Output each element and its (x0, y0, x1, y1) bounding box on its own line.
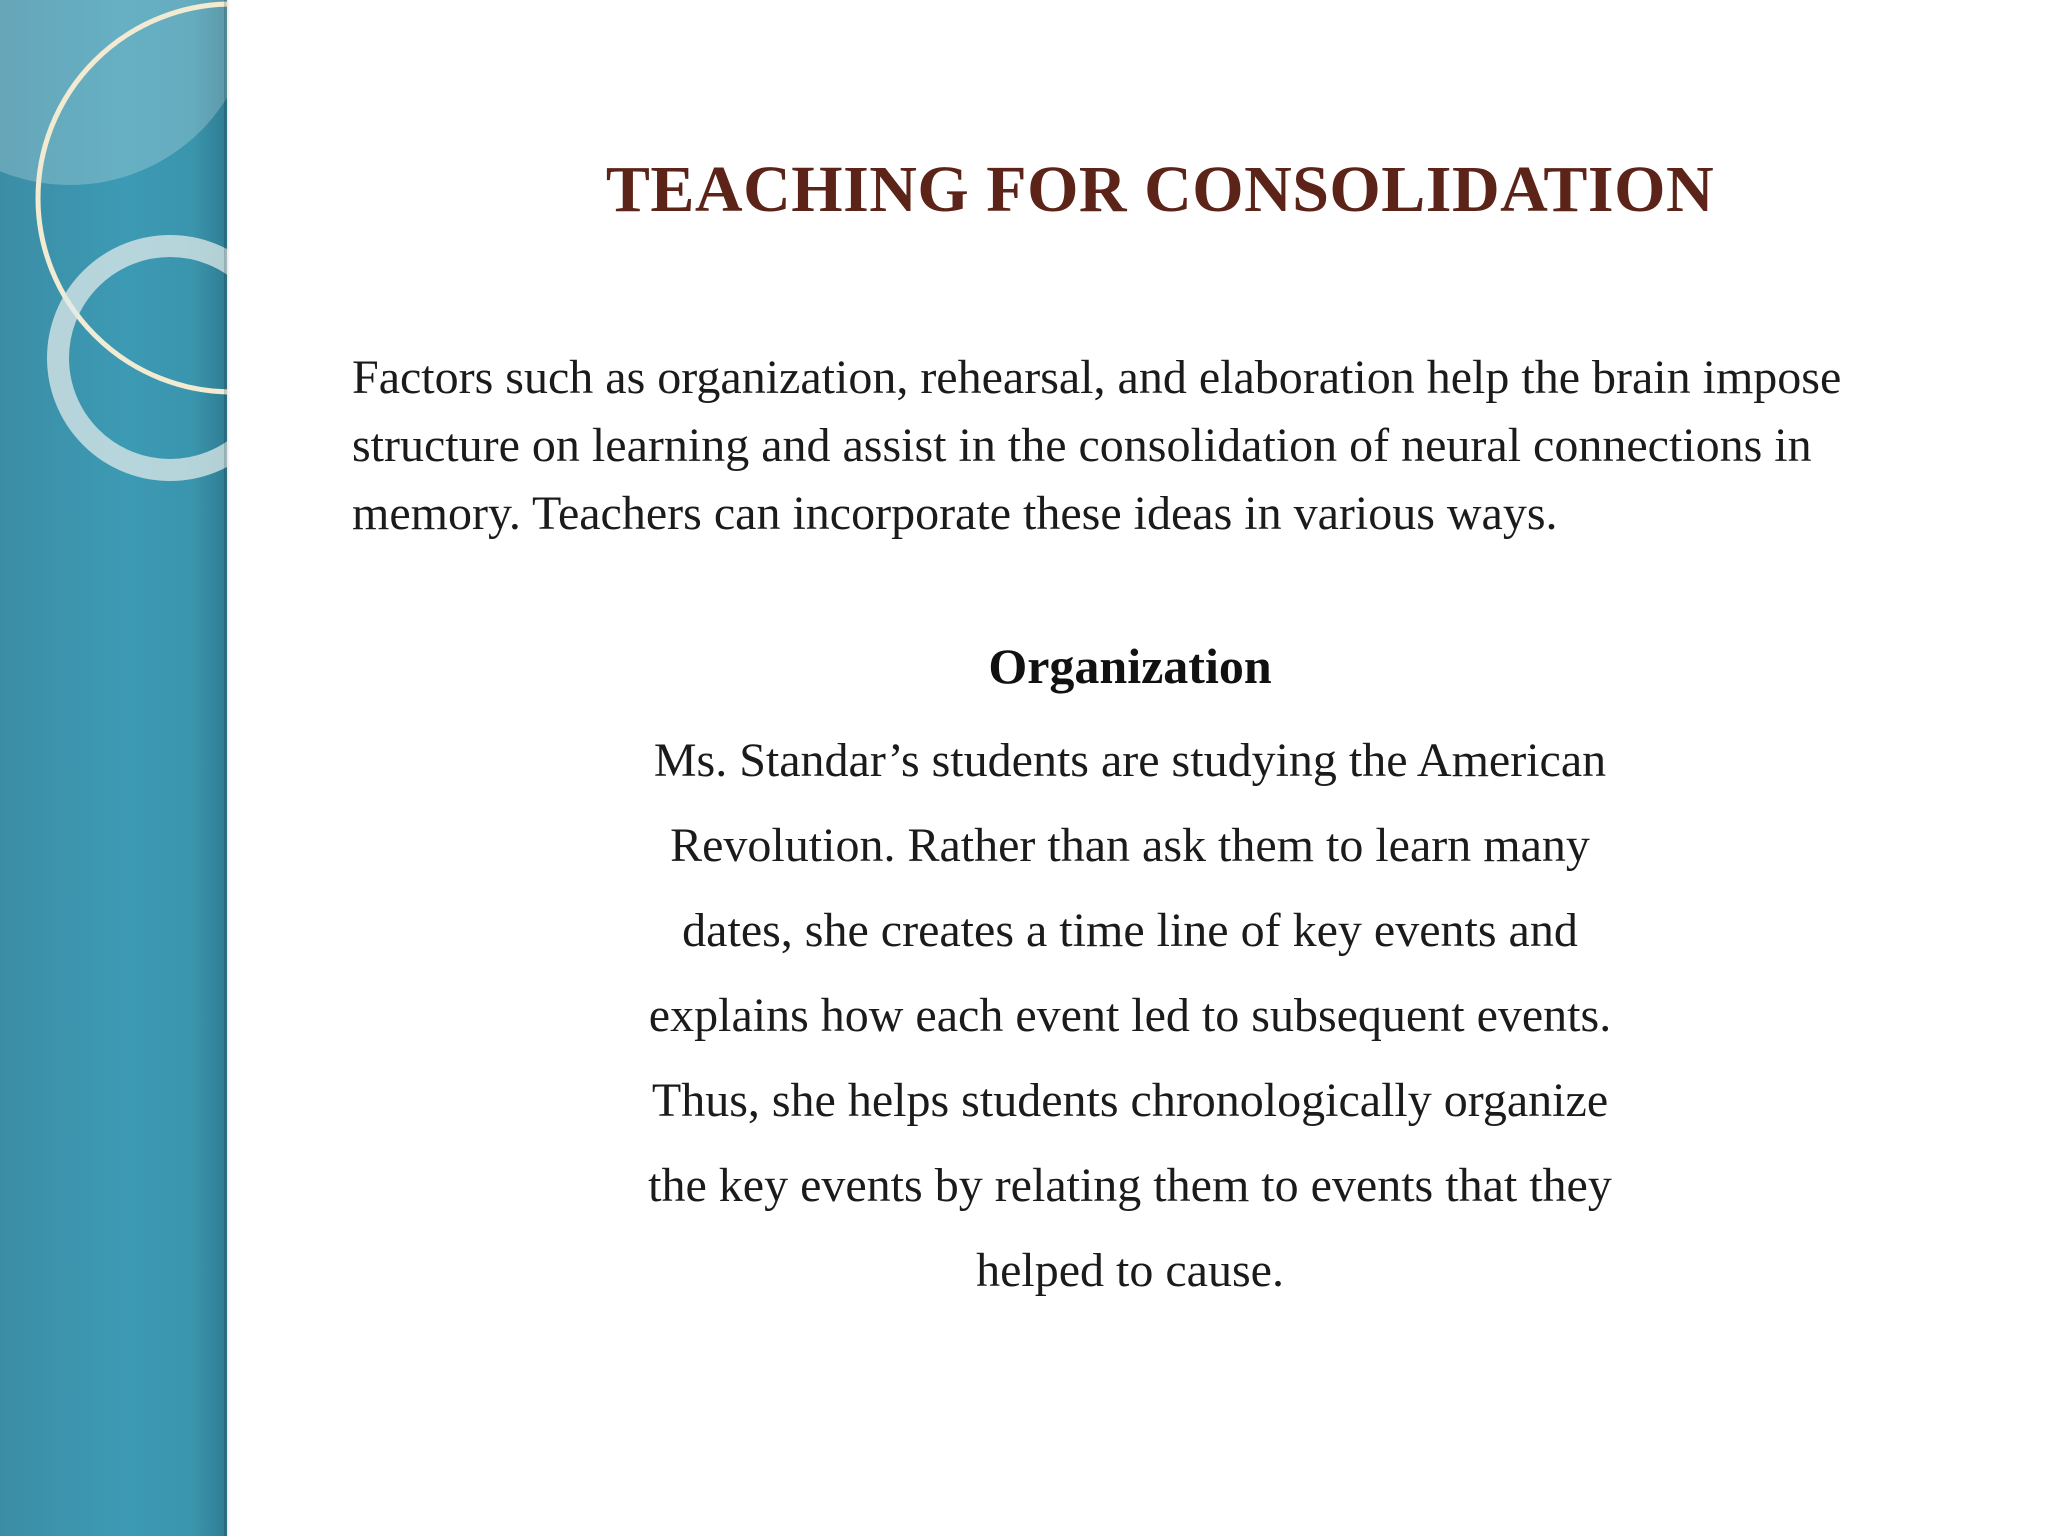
example-paragraph: Ms. Standar’s students are studying the American Revolution. Rather than ask them to learn many dates, she creates a time line of key events and explains how each event led to subsequent events. Thus, she helps students chronologically organize the key events by relating them to events that they helped to cause. (648, 734, 1612, 1297)
intro-paragraph: Factors such as organization, rehearsal, and elaboration help the brain impose structure on learning and assist in the consolidation of neural connections in memory. Teachers can incorporate these ideas in various ways. (352, 351, 1842, 540)
decorative-circles (0, 0, 227, 520)
side-accent-band (0, 0, 227, 1536)
side-band-shadow (224, 0, 230, 1536)
slide-title: TEACHING FOR CONSOLIDATION (605, 153, 1715, 226)
section-heading-organization: Organization (988, 638, 1272, 694)
